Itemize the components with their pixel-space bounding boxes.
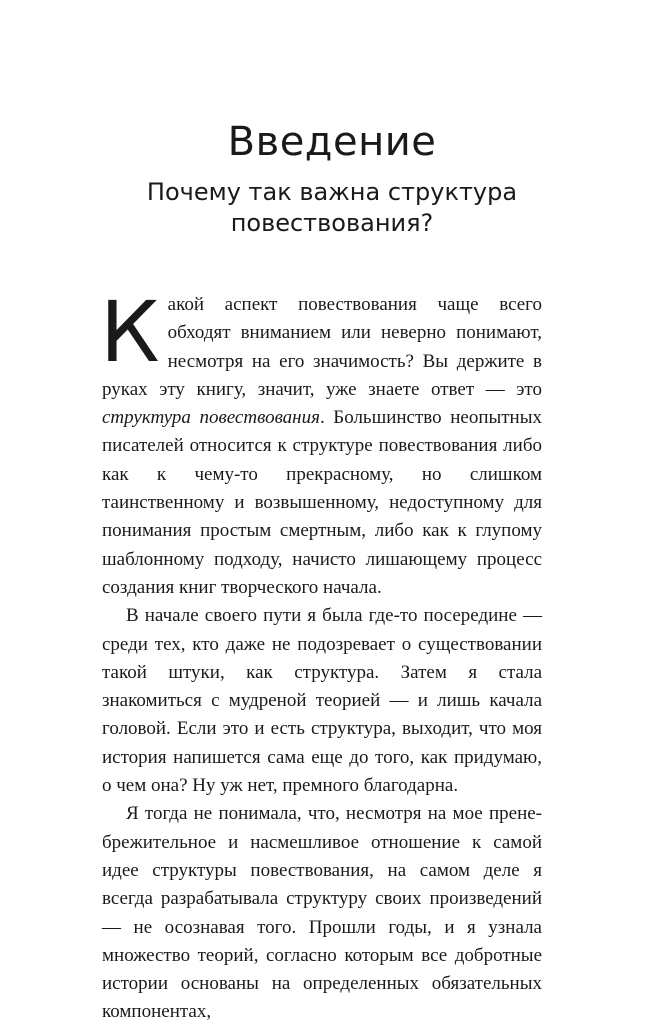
body-text	[100, 283, 542, 1027]
chapter-subtitle	[0, 177, 664, 239]
paragraph-3: Я тогда не понимала, что, несмотря на мое пренебрежительное и насмешливое отношение к самой идее структуры повествования, на самом деле я всегда разрабатывала структуру своих произведений — не осознавая того. Прошли годы, и я узнала множество теорий, согласно которым все добротные истории основаны на определенных обязательных компонентах,	[102, 803, 542, 1023]
paragraph-1-text-start: акой аспект повествования чаще всего обходят вниманием или неверно понимают, несмотря на его значимость? Вы держите в руках эту книгу, значит, уже знаете ответ — это	[102, 294, 542, 400]
paragraph-1	[100, 283, 542, 602]
paragraph-2: В начале своего пути я была где-то посередине — среди тех, кто даже не подозревает о существовании такой штуки, как структура. Затем я стала знакомиться с мудреной теорией — и лишь качала головой. Если это и есть структура, выходит, что моя история напишется сама еще до того, как придумаю, о чем она? Ну уж нет, премного благодарна.	[102, 605, 542, 797]
chapter-title: Введение	[227, 119, 437, 165]
drop-cap: К	[100, 283, 160, 381]
chapter-subtitle-line-1: Почему так важна структура	[146, 178, 518, 206]
paragraph-1-emphasis: структура повествования	[102, 407, 320, 429]
paragraph-1-text-end: . Большинство неопытных писателей относится к структуре повествования либо как к чему-то прекрасному, но слишком таинственному и возвышенному, недоступному для понимания простым смертным, либо как к глупому шаблонному подходу, начисто лишающему процесс создания книг творческого начала.	[102, 407, 542, 598]
chapter-subtitle-line-2: повествования?	[230, 209, 434, 237]
